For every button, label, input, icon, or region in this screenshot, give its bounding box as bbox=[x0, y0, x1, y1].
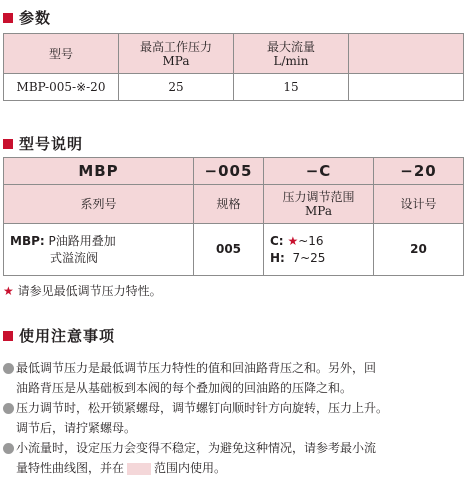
model-label-row bbox=[4, 185, 464, 224]
series-detail: MBP: P油路用叠加 式溢流阀 bbox=[4, 224, 194, 276]
code-range: −C bbox=[264, 158, 374, 185]
cautions-section-title: 使用注意事项 bbox=[3, 325, 115, 346]
model-code-table bbox=[3, 157, 464, 276]
code-design: −20 bbox=[374, 158, 464, 185]
cell-flow: 15 bbox=[234, 74, 349, 101]
params-header-row bbox=[4, 34, 464, 74]
bullet-icon bbox=[3, 403, 14, 414]
header-flow: 最大流量 L/min bbox=[234, 34, 349, 74]
header-model: 型号 bbox=[4, 34, 119, 74]
red-square-icon bbox=[3, 13, 13, 23]
params-table bbox=[3, 33, 464, 101]
range-highlight-swatch bbox=[127, 463, 151, 475]
caution-item: 小流量时，设定压力会变得不稳定，为避免这种情况，请参考最小流 量特性曲线图，并在 范围内使用。 bbox=[3, 438, 465, 478]
label-design: 设计号 bbox=[374, 185, 464, 224]
code-spec: −005 bbox=[194, 158, 264, 185]
cell-model: MBP-005-※-20 bbox=[4, 74, 119, 101]
code-series: MBP bbox=[4, 158, 194, 185]
label-spec: 规格 bbox=[194, 185, 264, 224]
cell-pressure: 25 bbox=[119, 74, 234, 101]
label-range: 压力调节范围 MPa bbox=[264, 185, 374, 224]
star-icon: ★ bbox=[287, 233, 299, 248]
star-icon: ★ bbox=[3, 284, 14, 298]
header-pressure: 最高工作压力 MPa bbox=[119, 34, 234, 74]
bullet-icon bbox=[3, 443, 14, 454]
label-series: 系列号 bbox=[4, 185, 194, 224]
model-detail-row bbox=[4, 224, 464, 276]
model-section-title: 型号说明 bbox=[3, 133, 83, 154]
params-section-title: 参数 bbox=[3, 7, 51, 28]
bullet-icon bbox=[3, 363, 14, 374]
cautions-list bbox=[3, 358, 465, 478]
header-empty bbox=[349, 34, 464, 74]
caution-item: 压力调节时，松开锁紧螺母，调节螺钉向顺时针方向旋转，压力上升。 调节后，请拧紧螺母。 bbox=[3, 398, 465, 438]
footnote: ★ 请参见最低调节压力特性。 bbox=[3, 284, 162, 298]
spec-detail: 005 bbox=[194, 224, 264, 276]
caution-item: 最低调节压力是最低调节压力特性的值和回油路背压之和。另外，回 油路背压是从基础板到本阀的每个叠加阀的回油路的压降之和。 bbox=[3, 358, 465, 398]
design-detail: 20 bbox=[374, 224, 464, 276]
model-code-row bbox=[4, 158, 464, 185]
red-square-icon bbox=[3, 139, 13, 149]
params-data-row bbox=[4, 74, 464, 101]
red-square-icon bbox=[3, 331, 13, 341]
cell-empty bbox=[349, 74, 464, 101]
range-detail: C: ★~16 H: 7~25 bbox=[264, 224, 374, 276]
